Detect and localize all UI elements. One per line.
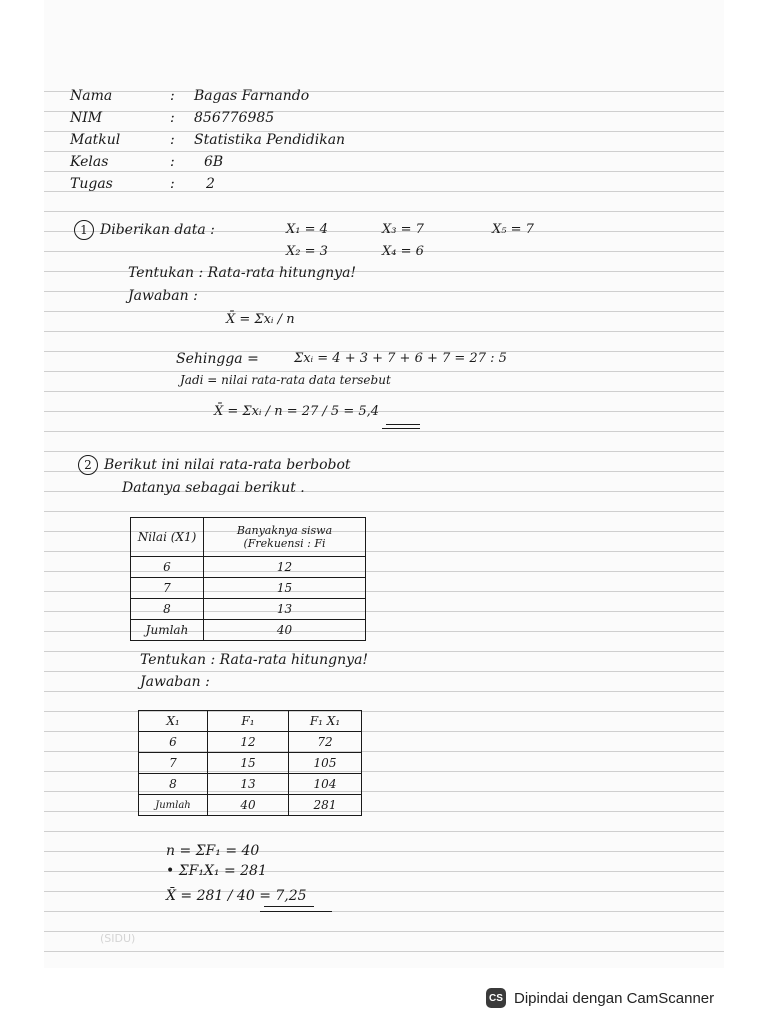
q2-answer-label: Jawaban : [140,674,210,690]
q1-answer-label: Jawaban : [128,288,198,304]
q1-x4: X₄ = 6 [382,244,424,259]
table-header-cell: Banyaknya siswa (Frekuensi : Fi [204,518,366,557]
q1-jadi: Jadi = nilai rata-rata data tersebut [180,373,391,387]
table-cell: 7 [139,753,208,774]
frequency-table [130,517,366,641]
table-row [139,795,362,816]
table-row [131,620,366,641]
value-kelas: 6B [204,154,224,170]
table-cell: 40 [204,620,366,641]
label-tugas: Tugas [70,176,113,192]
colon: : [170,132,175,148]
camscanner-watermark [486,986,714,1010]
table-cell: 105 [289,753,362,774]
table-cell: 12 [208,732,289,753]
camscanner-logo-icon: CS [486,988,506,1008]
table-cell: 12 [204,557,366,578]
table-cell: 8 [131,599,204,620]
table-header-cell: X₁ [139,711,208,732]
table-cell: 13 [208,774,289,795]
faint-page-stamp: (SIDU) [100,932,136,945]
label-nama: Nama [70,88,113,104]
q1-task: Tentukan : Rata-rata hitungnya! [128,265,357,281]
q1-x3: X₃ = 7 [382,222,424,237]
table-row [131,599,366,620]
colon: : [170,176,175,192]
page-top-margin [44,0,724,72]
table-header-row [131,518,366,557]
colon: : [170,110,175,126]
camscanner-text: Dipindai dengan CamScanner [514,989,715,1007]
colon: : [170,88,175,104]
table-row [139,774,362,795]
q2-heading [78,455,351,475]
q2-intro: Berikut ini nilai rata-rata berbobot [104,457,351,473]
value-nim: 856776985 [194,110,275,126]
table-cell: 8 [139,774,208,795]
table-header-row [139,711,362,732]
label-matkul: Matkul [70,132,121,148]
result-underline [264,906,314,907]
value-tugas: 2 [206,176,215,192]
table-header-cell: Nilai (X1) [131,518,204,557]
q2-calc-n: n = ΣF₁ = 40 [166,843,260,859]
value-matkul: Statistika Pendidikan [194,132,346,148]
table-header-cell: F₁ X₁ [289,711,362,732]
q1-x5: X₅ = 7 [492,222,534,237]
table-cell: 72 [289,732,362,753]
q2-intro2: Datanya sebagai berikut . [122,480,305,496]
q1-sehingga-label: Sehingga = [176,351,259,367]
q1-sehingga-expr: Σxᵢ = 4 + 3 + 7 + 6 + 7 = 27 : 5 [294,351,507,366]
q2-calc-result: X̄ = 281 / 40 = 7,25 [166,888,307,904]
table-cell: 7 [131,578,204,599]
table-row [139,732,362,753]
q1-x1: X₁ = 4 [286,222,328,237]
q2-calc-sum: • ΣF₁X₁ = 281 [166,863,267,879]
result-underline [260,911,332,912]
label-kelas: Kelas [70,154,109,170]
table-row [131,578,366,599]
colon: : [170,154,175,170]
table-row [131,557,366,578]
label-nim: NIM [70,110,103,126]
result-underline [382,428,420,429]
calculation-table [138,710,362,816]
value-nama: Bagas Farnando [194,88,310,104]
table-cell: 15 [204,578,366,599]
table-cell: 40 [208,795,289,816]
table-cell: 15 [208,753,289,774]
q1-x2: X₂ = 3 [286,244,328,259]
table-row [139,753,362,774]
q1-number: 1 [74,220,94,240]
q1-result: X̄ = Σxᵢ / n = 27 / 5 = 5,4 [214,404,380,419]
table-cell: Jumlah [139,795,208,816]
q2-number: 2 [78,455,98,475]
q2-task: Tentukan : Rata-rata hitungnya! [140,652,369,668]
table-cell: 6 [139,732,208,753]
q1-heading [74,220,215,240]
table-cell: Jumlah [131,620,204,641]
table-cell: 13 [204,599,366,620]
table-cell: 281 [289,795,362,816]
table-cell: 6 [131,557,204,578]
q1-formula: X̄ = Σxᵢ / n [226,312,295,327]
result-underline [386,424,420,425]
q1-intro: Diberikan data : [100,222,215,238]
table-header-cell: F₁ [208,711,289,732]
table-cell: 104 [289,774,362,795]
